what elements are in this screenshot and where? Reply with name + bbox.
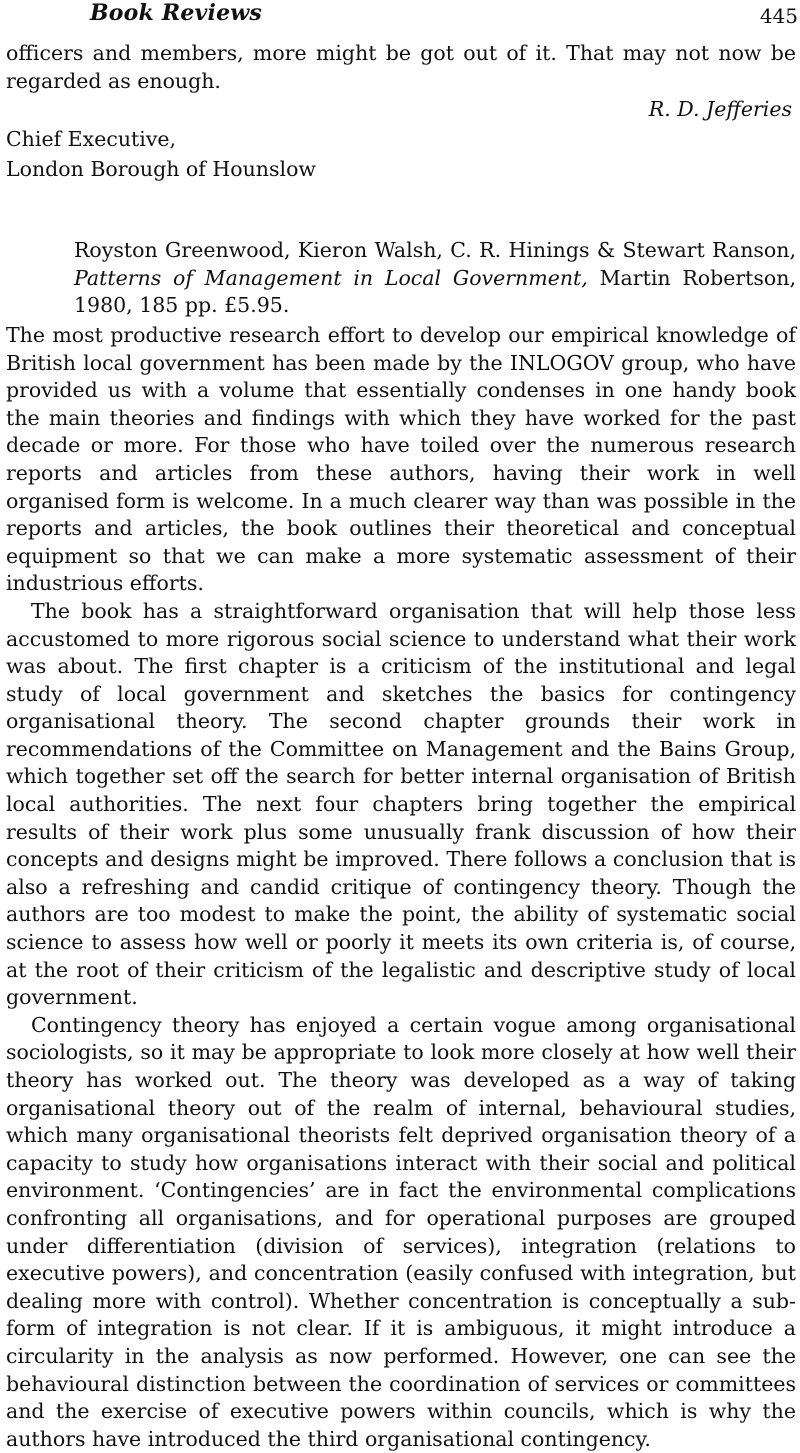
previous-review-closing-paragraph: officers and members, more might be got out of it. That may not now be regarded as enough. xyxy=(6,41,796,93)
review-paragraph: The book has a straightforward organisation that will help those less accustomed to more rigorous social science to understand what their work was about. The first chapter is a criticism of the institutional and legal study of local government and sketches the basics for contingency organisational theory. The second chapter grounds their work in recommendations of the Committee on Management and the Bains Group, which together set off the search for better internal organisation of British local authorities. The next four chapters bring together the empirical results of their work plus some unusually frank discussion of how their concepts and designs might be improved. There follows a conclusion that is also a refreshing and candid critique of contingency theory. Though the authors are too modest to make the point, the ability of systematic social science to assess how well or poorly it meets its own criteria is, of course, at the root of their criticism of the legalistic and descriptive study of local government. xyxy=(6,598,796,1010)
reviewer-org: London Borough of Hounslow xyxy=(6,157,316,182)
review-paragraph: The most productive research effort to develop our empirical knowledge of British local government has been made by the INLOGOV group, who have provided us with a volume that essentially condenses in one handy book the main theories and findings with which they have worked for the past decade or more. For those who have toiled over the numerous research reports and articles from these authors, having their work in well organised form is welcome. In a much clearer way than was possible in the reports and articles, the book outlines their theoretical and conceptual equipment so that we can make a more systematic assessment of their industrious efforts. xyxy=(6,322,796,596)
reviewer-title: Chief Executive, xyxy=(6,127,177,152)
book-citation xyxy=(74,237,796,320)
page-number: 445 xyxy=(759,4,798,28)
reviewer-name: R. D. Jefferies xyxy=(648,97,792,122)
citation-book-title: Patterns of Management in Local Government, xyxy=(74,265,588,290)
citation-publisher: Martin Robertson, xyxy=(599,265,796,290)
review-paragraph: Contingency theory has enjoyed a certain vogue among organisational sociologists, so it may be appropriate to look more closely at how well their theory has worked out. The theory was developed as a way of taking organisational theory out of the realm of internal, behavioural studies, which many organisational theorists felt deprived organisation theory of a capacity to study how organisations interact with their social and political environment. ‘Contingencies’ are in fact the environmental complications confronting all organisations, and for operational purposes are grouped under differentiation (division of services), integration (relations to executive powers), and concentration (easily confused with integration, but dealing more with control). Whether concentration is conceptually a sub-form of integration is not clear. If it is ambiguous, it might introduce a circularity in the analysis as now performed. However, one can see the behavioural distinction between the coordination of services or committees and the exercise of executive powers within councils, which is why the authors have introduced the third organisational contingency. xyxy=(6,1012,796,1451)
citation-authors: Royston Greenwood, Kieron Walsh, C. R. Hinings & Stewart Ranson, xyxy=(74,238,796,263)
running-title: Book Reviews xyxy=(90,0,262,26)
page-body xyxy=(6,40,796,1453)
citation-details: 1980, 185 pp. £5.95. xyxy=(74,293,290,318)
running-head xyxy=(90,0,798,30)
